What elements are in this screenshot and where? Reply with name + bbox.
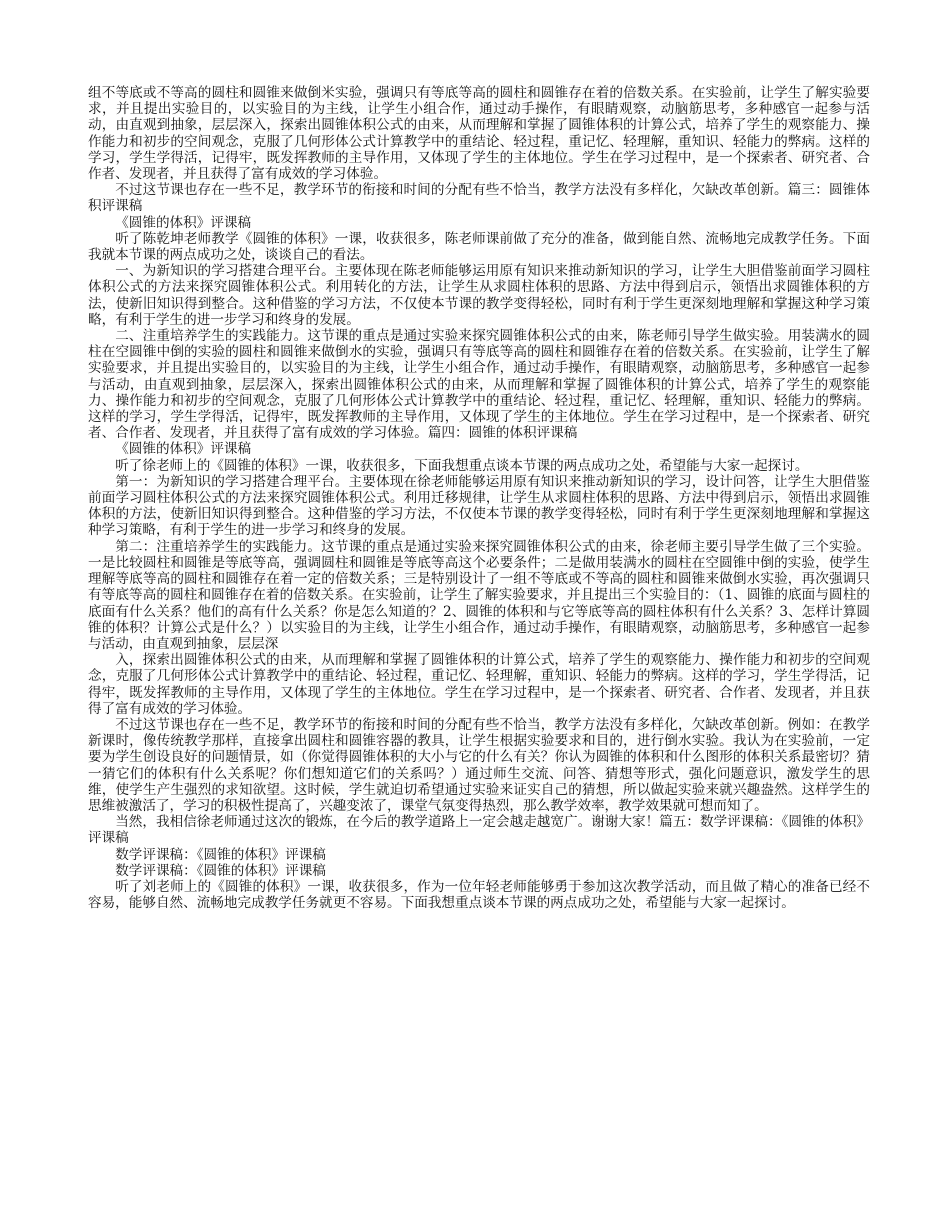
- paragraph-2: 不过这节课也存在一些不足，教学环节的衔接和时间的分配有些不恰当，教学方法没有多样化，欠缺改革创新。篇三：圆锥体积评课稿: [88, 182, 870, 215]
- section-title-4: 《圆锥的体积》评课稿: [115, 441, 252, 458]
- paragraph-13: 当然，我相信徐老师通过这次的锻炼，在今后的教学道路上一定会越走越宽广。谢谢大家！篇五：数学评课稿：《圆锥的体积》评课稿: [88, 814, 870, 847]
- paragraph-4: 听了陈乾坤老师教学《圆锥的体积》一课，收获很多，陈老师课前做了充分的准备，做到能自然、流畅地完成教学任务。下面我就本节课的两点成功之处，谈谈自己的看法。: [88, 230, 870, 264]
- section-title-5a: 数学评课稿：《圆锥的体积》评课稿: [115, 846, 326, 863]
- document-page: [88, 85, 870, 911]
- paragraph-6: 二、注重培养学生的实践能力。这节课的重点是通过实验来探究圆锥体积公式的由来，陈老师引导学生做实验。用装满水的圆柱在空圆锥中倒的实验的圆柱和圆锥来做倒水的实验，强调只有等底等高的圆柱和圆锥存在着的倍数关系。在实验前，让学生了解实验要求，并且提出实验目的，以实验目的为主线，让学生小组合作，通过动手操作，有眼睛观察，动脑筋思考，多种感官一起参与活动，由直观到抽象，层层深入，探索出圆锥体积公式的由来，从而理解和掌握了圆锥体积的计算公式，培养了学生的观察能力、操作能力和初步的空间观念，克服了几何形体公式计算教学中的重结论、轻过程，重记忆、轻理解，重知识、轻能力的弊病。这样的学习，学生学得活，记得牢，既发挥教师的主导作用，又体现了学生的主体地位。学生在学习过程中，是一个探索者、研究者、合作者、发现者，并且获得了富有成效的学习体验。篇四：圆锥的体积评课稿: [88, 328, 870, 442]
- section-title-5b: 数学评课稿：《圆锥的体积》评课稿: [115, 862, 326, 879]
- paragraph-5: 一、为新知识的学习搭建合理平台。主要体现在陈老师能够运用原有知识来推动新知识的学习，让学生大胆借鉴前面学习圆柱体积公式的方法来探究圆锥体积公式。利用转化的方法，让学生从求圆柱体积的思路、方法中得到启示，领悟出求圆锥体积的方法，使新旧知识得到整合。这种借鉴的学习方法，不仅使本节课的教学变得轻松，同时有利于学生更深刻地理解和掌握这种学习策略，有利于学生的进一步学习和终身的发展。: [88, 263, 870, 328]
- paragraph-12: 不过这节课也存在一些不足，教学环节的衔接和时间的分配有些不恰当，教学方法没有多样化，欠缺改革创新。例如：在教学新课时，像传统教学那样，直接拿出圆柱和圆锥容器的教具，让学生根据实验要求和目的，进行倒水实验。我认为在实验前，一定要为学生创设良好的问题情景，如（你觉得圆锥体积的大小与它的什么有关？你认为圆锥的体积和什么图形的体积关系最密切？猜一猜它们的体积有什么关系呢？你们想知道它们的关系吗？）通过师生交流、问答、猜想等形式，强化问题意识，激发学生的思维，使学生产生强烈的求知欲望。这时候，学生就迫切希望通过实验来证实自己的猜想，所以做起实验来就兴趣盎然。这样学生的思维被激活了，学习的积极性提高了，兴趣变浓了，课堂气氛变得热烈，那么教学效率，教学效果就可想而知了。: [88, 716, 870, 814]
- paragraph-9: 第一：为新知识的学习搭建合理平台。主要体现在徐老师能够运用原有知识来推动新知识的学习，设计问答，让学生大胆借鉴前面学习圆柱体积公式的方法来探究圆锥体积公式。利用迁移规律，让学生从求圆柱体积的思路、方法中得到启示，领悟出求圆锥体积的方法，使新旧知识得到整合。这种借鉴的学习方法，不仅使本节课的教学变得轻松，同时有利于学生更深刻地理解和掌握这种学习策略，有利于学生的进一步学习和终身的发展。: [88, 473, 870, 539]
- paragraph-16: 听了刘老师上的《圆锥的体积》一课，收获很多，作为一位年轻老师能够勇于参加这次教学活动，而且做了精心的准备已经不容易，能够自然、流畅地完成教学任务就更不容易。下面我想重点谈本节课的两点成功之处，希望能与大家一起探讨。: [88, 878, 870, 912]
- paragraph-10: 第二：注重培养学生的实践能力。这节课的重点是通过实验来探究圆锥体积公式的由来，徐老师主要引导学生做了三个实验。一是比较圆柱和圆锥是等底等高，强调圆柱和圆锥是等底等高这个必要条件；二是做用装满水的圆柱在空圆锥中倒的实验，使学生理解等底等高的圆柱和圆锥存在着一定的倍数关系；三是特别设计了一组不等底或不等高的圆柱和圆锥来做倒水实验，再次强调只有等底等高的圆柱和圆锥存在着的倍数关系。在实验前，让学生了解实验要求，并且提出三个实验目的：（1、圆锥的底面与圆柱的底面有什么关系？他们的高有什么关系？你是怎么知道的？2、圆锥的体积和与它等底等高的圆柱体积有什么关系？3、怎样计算圆锥的体积？计算公式是什么？）以实验目的为主线，让学生小组合作，通过动手操作，有眼睛观察，动脑筋思考，多种感官一起参与活动，由直观到抽象，层层深: [88, 538, 870, 652]
- paragraph-8: 听了徐老师上的《圆锥的体积》一课，收获很多，下面我想重点谈本节课的两点成功之处，希望能与大家一起探讨。: [115, 457, 809, 474]
- paragraph-11: 入，探索出圆锥体积公式的由来，从而理解和掌握了圆锥体积的计算公式，培养了学生的观察能力、操作能力和初步的空间观念，克服了几何形体公式计算教学中的重结论、轻过程，重记忆、轻理解，重知识、轻能力的弊病。这样的学习，学生学得活，记得牢，既发挥教师的主导作用，又体现了学生的主体地位。学生在学习过程中，是一个探索者、研究者、合作者、发现者，并且获得了富有成效的学习体验。: [88, 652, 870, 717]
- paragraph-1: 组不等底或不等高的圆柱和圆锥来做倒米实验，强调只有等底等高的圆柱和圆锥存在着的倍数关系。在实验前，让学生了解实验要求，并且提出实验目的，以实验目的为主线，让学生小组合作，通过动手操作，有眼睛观察，动脑筋思考，多种感官一起参与活动，由直观到抽象，层层深入，探索出圆锥体积公式的由来，从而理解和掌握了圆锥体积的计算公式，培养了学生的观察能力、操作能力和初步的空间观念，克服了几何形体公式计算教学中的重结论、轻过程，重记忆、轻理解，重知识、轻能力的弊病。这样的学习，学生学得活，记得牢，既发挥教师的主导作用，又体现了学生的主体地位。学生在学习过程中，是一个探索者、研究者、合作者、发现者，并且获得了富有成效的学习体验。: [88, 85, 870, 183]
- section-title-3: 《圆锥的体积》评课稿: [115, 214, 252, 231]
